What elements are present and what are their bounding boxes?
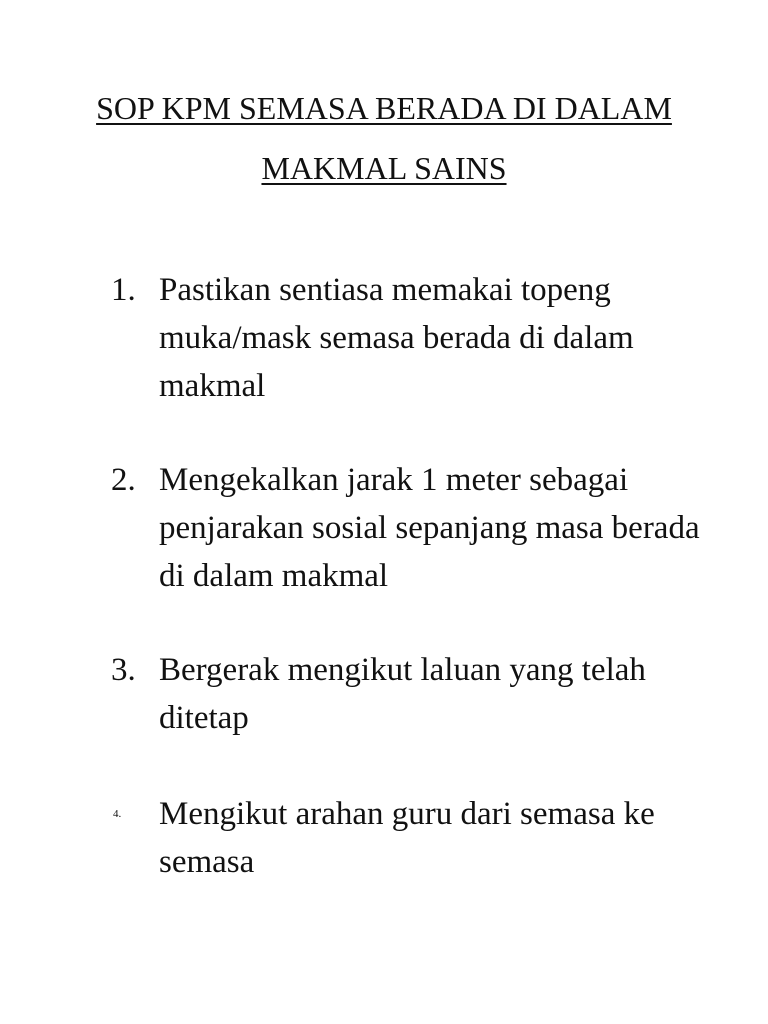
title-line-2: MAKMAL SAINS (261, 150, 507, 186)
list-item-number: 4. (113, 808, 122, 820)
list-item-text (159, 646, 759, 742)
list-item-number: 1. (111, 272, 136, 308)
list-item-line: makmal (159, 368, 266, 404)
list-item-line: di dalam makmal (159, 558, 389, 594)
list-item-line: Mengekalkan jarak 1 meter sebagai (159, 462, 629, 498)
list-item-line: penjarakan sosial sepanjang masa berada (159, 510, 700, 546)
list-item-text (159, 266, 759, 410)
list-item-line: Mengikut arahan guru dari semasa ke (159, 796, 655, 832)
title-line-1: SOP KPM SEMASA BERADA DI DALAM (96, 90, 672, 126)
list-item-number: 2. (111, 462, 136, 498)
list-item-line: Pastikan sentiasa memakai topeng (159, 272, 611, 308)
list-item-text (159, 456, 759, 600)
list-item-number: 3. (111, 652, 136, 688)
list-item-text (159, 790, 759, 886)
list-item-line: muka/mask semasa berada di dalam (159, 320, 634, 356)
list-item-line: semasa (159, 844, 255, 880)
list-item-line: ditetap (159, 700, 249, 736)
list-item-line: Bergerak mengikut laluan yang telah (159, 652, 646, 688)
